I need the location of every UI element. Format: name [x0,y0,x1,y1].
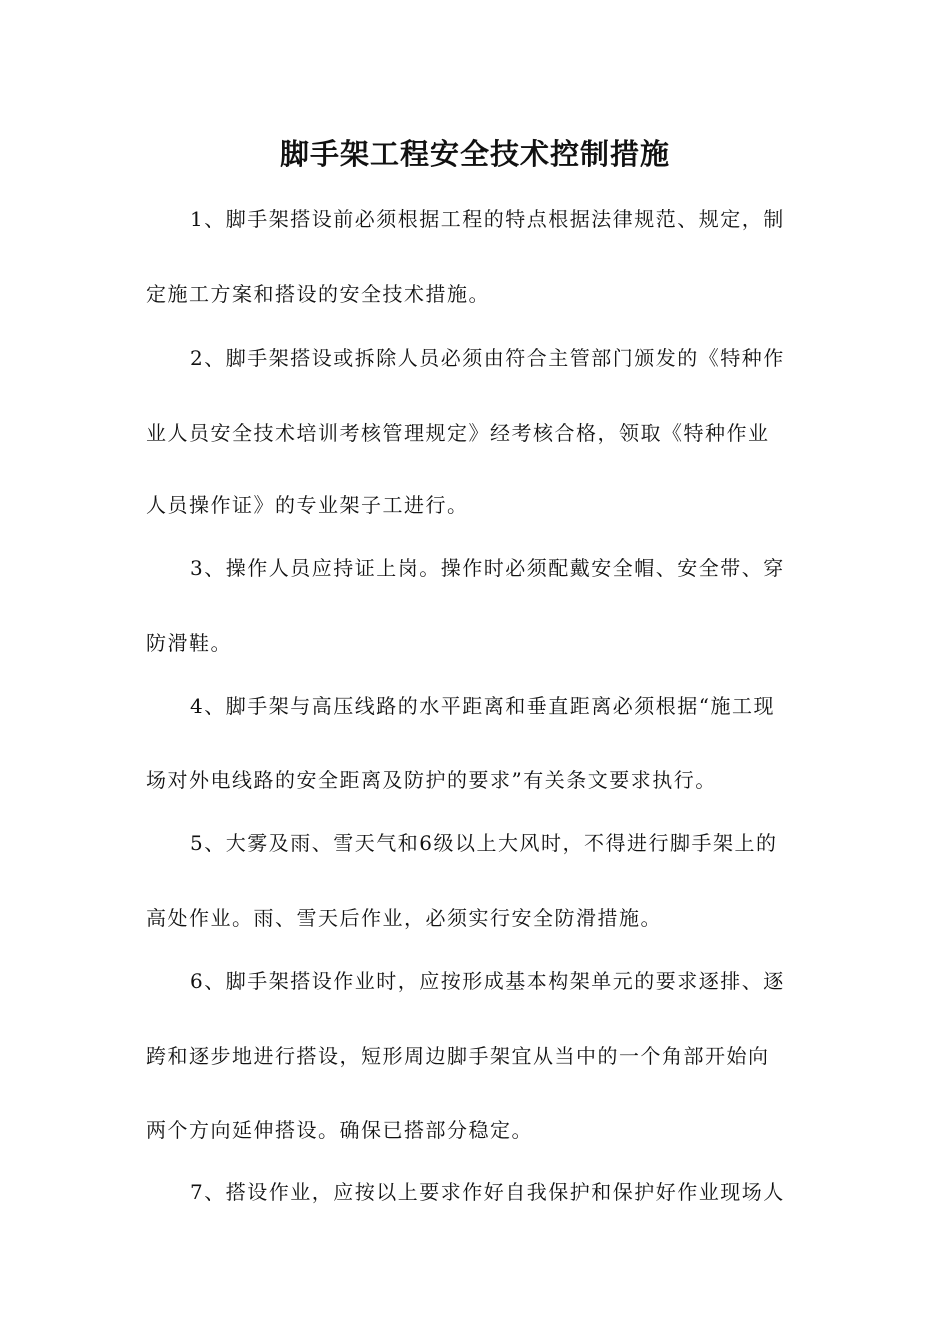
paragraph-1-line-1: 1、脚手架搭设前必须根据工程的特点根据法律规范、规定，制 [190,207,785,231]
paragraph-4-line-2: 场对外电线路的安全距离及防护的要求”有关条文要求执行。 [146,768,717,792]
paragraph-1-line-2: 定施工方案和搭设的安全技术措施。 [146,282,490,306]
paragraph-5-line-2: 高处作业。雨、雪天后作业，必须实行安全防滑措施。 [146,906,662,930]
paragraph-4-line-1: 4、脚手架与高压线路的水平距离和垂直距离必须根据“施工现 [190,694,775,718]
document-title: 脚手架工程安全技术控制措施 [279,137,670,171]
paragraph-5-line-1: 5、大雾及雨、雪天气和6级以上大风时，不得进行脚手架上的 [190,831,778,855]
paragraph-6-line-2: 跨和逐步地进行搭设，短形周边脚手架宜从当中的一个角部开始向 [146,1044,770,1068]
paragraph-2-line-2: 业人员安全技术培训考核管理规定》经考核合格，领取《特种作业 [146,421,770,445]
paragraph-2-line-3: 人员操作证》的专业架子工进行。 [146,493,469,517]
paragraph-2-line-1: 2、脚手架搭设或拆除人员必须由符合主管部门颁发的《特种作 [190,346,785,370]
paragraph-3-line-2: 防滑鞋。 [146,631,232,655]
paragraph-7-line-1: 7、搭设作业，应按以上要求作好自我保护和保护好作业现场人 [190,1180,785,1204]
paragraph-6-line-1: 6、脚手架搭设作业时，应按形成基本构架单元的要求逐排、逐 [190,969,785,993]
paragraph-6-line-3: 两个方向延伸搭设。确保已搭部分稳定。 [146,1118,533,1142]
paragraph-3-line-1: 3、操作人员应持证上岗。操作时必须配戴安全帽、安全带、穿 [190,556,785,580]
